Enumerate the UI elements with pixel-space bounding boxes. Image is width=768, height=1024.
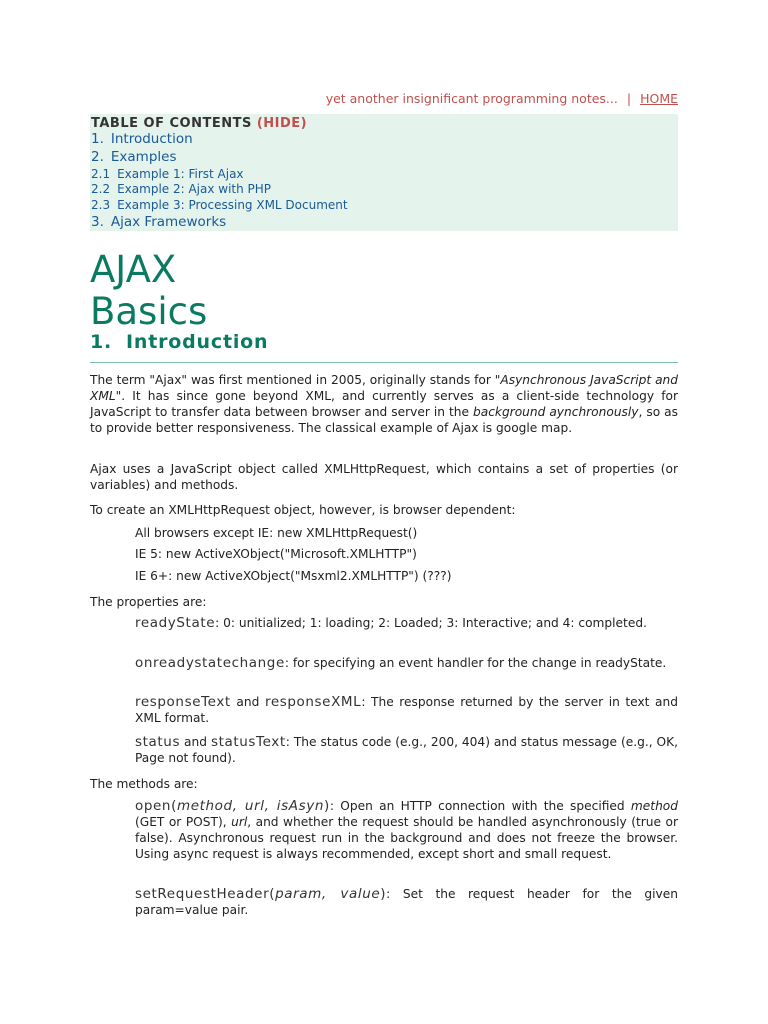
intro-paragraph: The term "Ajax" was first mentioned in 2005, originally stands for "Asynchronous JavaScript and XML". It has since gone beyond XML, and currently serves as a client-side technology for JavaScript to transfer data between browser and server in the background aynchronously, so as to provide better responsiveness. The classical example of Ajax is google map. bbox=[90, 373, 678, 435]
toc-item-ajax-frameworks[interactable]: 3. Ajax Frameworks bbox=[91, 214, 227, 230]
toc-item-introduction[interactable]: 1. Introduction bbox=[91, 131, 193, 147]
toc-title: TABLE OF CONTENTS (HIDE) bbox=[91, 116, 308, 131]
prop-status: status and statusText: The status code (e.g., 200, 404) and status message (e.g., OK, Page not found). bbox=[135, 734, 678, 765]
toc-item-example-2[interactable]: 2.2 Example 2: Ajax with PHP bbox=[91, 182, 272, 196]
home-link[interactable]: HOME bbox=[640, 91, 678, 106]
table-of-contents bbox=[90, 114, 678, 231]
site-tagline: yet another insignificant programming notes... bbox=[325, 91, 618, 106]
create-ie5: IE 5: new ActiveXObject("Microsoft.XMLHTTP") bbox=[135, 547, 417, 561]
method-setrequestheader: setRequestHeader(param, value): Set the request header for the given param=value pair. bbox=[135, 886, 678, 917]
toc-item-example-3[interactable]: 2.3 Example 3: Processing XML Document bbox=[91, 198, 348, 212]
toc-item-examples[interactable]: 2. Examples bbox=[91, 149, 177, 165]
method-open: open(method, url, isAsyn): Open an HTTP connection with the specified method (GET or POST), url, and whether the request should be handled asynchronously (true or false). Asynchronous request run in the background and does not freeze the browser. Using async request is always recommended, except short and small request. bbox=[135, 798, 678, 861]
page-title-line1: AJAX bbox=[90, 248, 177, 291]
xhr-paragraph: Ajax uses a JavaScript object called XMLHttpRequest, which contains a set of properties (or variables) and methods. bbox=[90, 462, 678, 492]
methods-label: The methods are: bbox=[90, 777, 198, 791]
create-ie6: IE 6+: new ActiveXObject("Msxml2.XMLHTTP") (???) bbox=[135, 569, 452, 583]
top-bar bbox=[90, 91, 678, 106]
properties-label: The properties are: bbox=[90, 595, 207, 609]
toc-hide-link[interactable]: (HIDE) bbox=[256, 116, 308, 131]
create-all-browsers: All browsers except IE: new XMLHttpRequest() bbox=[135, 526, 418, 540]
prop-readystate: readyState: 0: unitialized; 1: loading; 2: Loaded; 3: Interactive; and 4: completed. bbox=[135, 615, 647, 631]
toc-item-example-1[interactable]: 2.1 Example 1: First Ajax bbox=[91, 167, 244, 181]
section-divider bbox=[90, 362, 678, 363]
section-heading: 1. Introduction bbox=[90, 331, 269, 353]
separator: | bbox=[626, 91, 632, 106]
prop-response: responseText and responseXML: The response returned by the server in text and XML format. bbox=[135, 694, 678, 725]
page-title-line2: Basics bbox=[90, 290, 208, 333]
browser-dependent-paragraph: To create an XMLHttpRequest object, however, is browser dependent: bbox=[90, 503, 516, 517]
prop-onreadystatechange: onreadystatechange: for specifying an event handler for the change in readyState. bbox=[135, 655, 667, 671]
